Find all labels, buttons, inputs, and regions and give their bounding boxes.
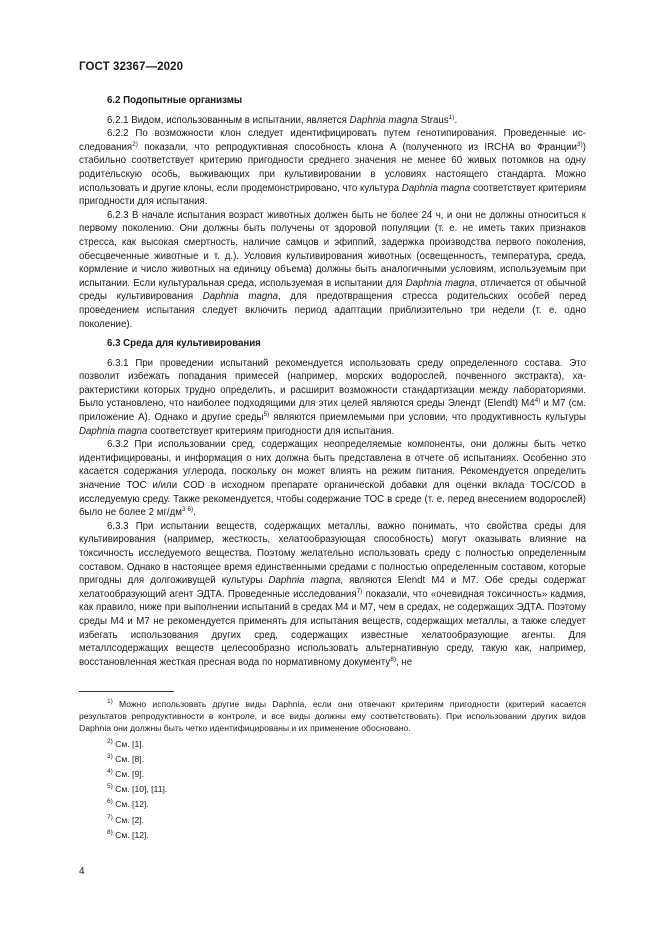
standard-header: ГОСТ 32367—2020 xyxy=(79,61,184,73)
text-run: , отличается от обычной среды культивирования xyxy=(79,277,587,303)
text-run: 6.2.1 Видом, использованным в испытании, является xyxy=(107,114,350,126)
text-run: 6.3.1 При проведении испытаний рекомендуется использовать среду определенного состава. Это позволит избежать попадания примесей (например, морских водорослей, почвенного экстракта), характеристики которых трудно определить, и расширит возможности стандартизации между лабораториями. Было установлено, что наиболее подходящими для этих целей являются среды Элендт (Elendt) М4 xyxy=(79,357,586,410)
paragraph-6-3-1 xyxy=(79,357,586,439)
footnote-mark: 8) xyxy=(107,828,113,836)
paragraph-6-2-3 xyxy=(79,209,586,331)
footnote-7 xyxy=(79,814,586,826)
text-run: . xyxy=(193,507,196,519)
paragraph-6-3-2 xyxy=(79,438,586,520)
footnote-text: См. [12]. xyxy=(112,799,149,810)
footnote-1 xyxy=(79,698,586,735)
footnote-mark: 3) xyxy=(107,752,113,760)
text-run: являются приемлемыми при условии, что продуктивность культуры xyxy=(269,412,586,424)
document-body xyxy=(79,94,586,669)
footnote-text: См. [9]. xyxy=(112,769,145,780)
footnote-mark: 2) xyxy=(107,737,113,745)
species-name: Daphnia magna xyxy=(349,114,418,126)
species-name: Daphnia magna xyxy=(79,425,148,437)
footnote-text: Можно использовать другие виды Daphnia, если они отвечают критериям пригодности (критерий касается результатов репродуктивности в контроле, и все виды должны ему соответствовать). При использовании других видов Daphnia они должны быть четко идентифицированы и их применение обосновано. xyxy=(79,699,586,734)
text-run: 6.2.2 По возможности клон следует идентифицировать путем генотипирования. Проведенные исследования xyxy=(79,128,586,153)
section-title-6-3: 6.3 Среда для культивирования xyxy=(107,338,261,350)
footnote-mark: 4) xyxy=(107,768,113,776)
footnote-text: См. [12]. xyxy=(112,829,149,840)
species-name: Daphnia magna xyxy=(268,575,341,587)
text-run: показали, что «очевидная токсичность» кадмия, как правило, ниже при выполнении испытаний в средах М4 и М7, чем в средах, не содержащих ЭДТА. Поэтому среды М4 и М7 не рекомендуется применять для испытания веществ, содержащих металлы, а также следует избегать использования других сред, содержащих известные хелатообразующие агенты. Для металлсодержащих веществ целесообразно использовать альтернативную среду, такую как, например, восстановленная жесткая пресная вода по нормативному документу xyxy=(79,588,586,668)
text-run: , являются Elendt М4 и М7. Обе среды содержат хелатообразующий агент ЭДТА. Проведенные исследования xyxy=(79,575,586,600)
text-run: , для предотвращения стресса родительских особей перед проведением испытания следует включить период адаптации приблизительно три недели (т. е. одно поколение). xyxy=(79,291,586,330)
footnote-ref-4[interactable]: 4) xyxy=(534,397,541,405)
text-run: ) стабильно соответствует критерию пригодности среднего значения не менее 60 живых потомков на одну родительскую особь, выживающих при культивировании в условиях настоящего стандарта. Можно использовать и другие клоны, если продемонстрировано, что культура xyxy=(79,141,586,194)
paragraph-6-2-1 xyxy=(79,114,586,128)
footnote-text: См. [2]. xyxy=(112,814,145,825)
footnote-mark: 6) xyxy=(107,798,113,806)
footnote-ref-3[interactable]: 3) xyxy=(576,140,583,148)
text-run: 6.2.3 В начале испытания возраст животных должен быть не более 24 ч, и они не должны относиться к первому поколению. Они должны быть получены от здоровой популяции (т. е. не иметь таких признаков стресса, как высокая смертность, наличие самцов и эфиппий, задержка производства первого поколения, обесцвеченные животные и т. д.). Условия культивирования животных (освещенность, температура, среда, кормление и число животных на единицу объема) должны быть аналогичными условиям, используемым при испытании. Если культуральная среда, используемая в испытании для xyxy=(79,209,586,289)
footnote-6 xyxy=(79,798,586,810)
species-name: Daphnia magna xyxy=(401,182,471,194)
footnote-text: См. [10], [11]. xyxy=(112,784,168,795)
footnote-mark: 5) xyxy=(107,783,113,791)
species-name: Daphnia magna xyxy=(405,277,475,289)
footnote-mark: 7) xyxy=(107,813,113,821)
footnote-mark: 1) xyxy=(107,698,113,705)
text-run: , не xyxy=(395,656,413,668)
paragraph-6-2-2 xyxy=(79,127,586,209)
footnote-ref-7[interactable]: 7) xyxy=(356,587,363,595)
footnote-ref-8[interactable]: 8) xyxy=(390,655,396,663)
footnote-ref-1[interactable]: 1) xyxy=(448,113,455,121)
text-run: и М7 (см. приложение А). Однако и другие среды xyxy=(79,398,586,424)
text-run: 6.3.2 При использовании сред, содержащих неопределяемые компоненты, они должны быть четко идентифицированы, и информация о них должна быть представлена в отчете об испытаниях. Особенно это касается содержания углерода, поскольку он может влиять на режим питания. Рекомендуется определить значение ТОС и/или COD в исходном препарате органической добавки для оценки вклада TOC/COD в исследуемую среду. Также рекомендуется, чтобы содержание ТОС в среде (т. е. перед внесением водорослей) было не более 2 мг/дм xyxy=(79,439,586,519)
text-run: Straus xyxy=(417,114,449,126)
species-name: Daphnia magna xyxy=(202,291,279,303)
text-run: соответствует критериям пригодности для испытания. xyxy=(147,425,395,437)
footnote-8 xyxy=(79,829,586,841)
footnote-ref-5[interactable]: 5) xyxy=(263,411,270,419)
footnote-4 xyxy=(79,768,586,780)
section-title-6-2: 6.2 Подопытные организмы xyxy=(107,95,243,106)
footnote-ref-6[interactable]: 3 6) xyxy=(181,506,194,514)
footnote-text: См. [1]. xyxy=(112,738,145,749)
footnote-text: См. [8]. xyxy=(112,753,145,764)
footnote-2 xyxy=(79,738,586,750)
footnote-divider xyxy=(79,691,174,692)
footnotes xyxy=(79,698,586,844)
text-run: 6.3.3 При испытании веществ, содержащих металлы, важно понимать, что свойства среды для культивирования (например, жесткость, хелатообразующая способность) могут оказывать влияние на токсичность исследуемого вещества. Поэтому желательно использовать среду с полностью определенным составом. Однако в настоящее время единственными средами с полностью определенным составом, которые пригодны для долгоживущей культуры xyxy=(79,520,586,587)
text-run: соответствует критериям пригодности для испытания. xyxy=(79,182,586,208)
text-run: . xyxy=(454,114,458,126)
footnote-3 xyxy=(79,753,586,765)
footnote-ref-2[interactable]: 2) xyxy=(132,140,138,148)
page-number: 4 xyxy=(79,866,85,877)
paragraph-6-3-3 xyxy=(79,520,586,670)
text-run: показали, что репродуктивная способность клона А (полученного из IRCHA во Франции xyxy=(137,141,577,153)
footnote-5 xyxy=(79,783,586,795)
